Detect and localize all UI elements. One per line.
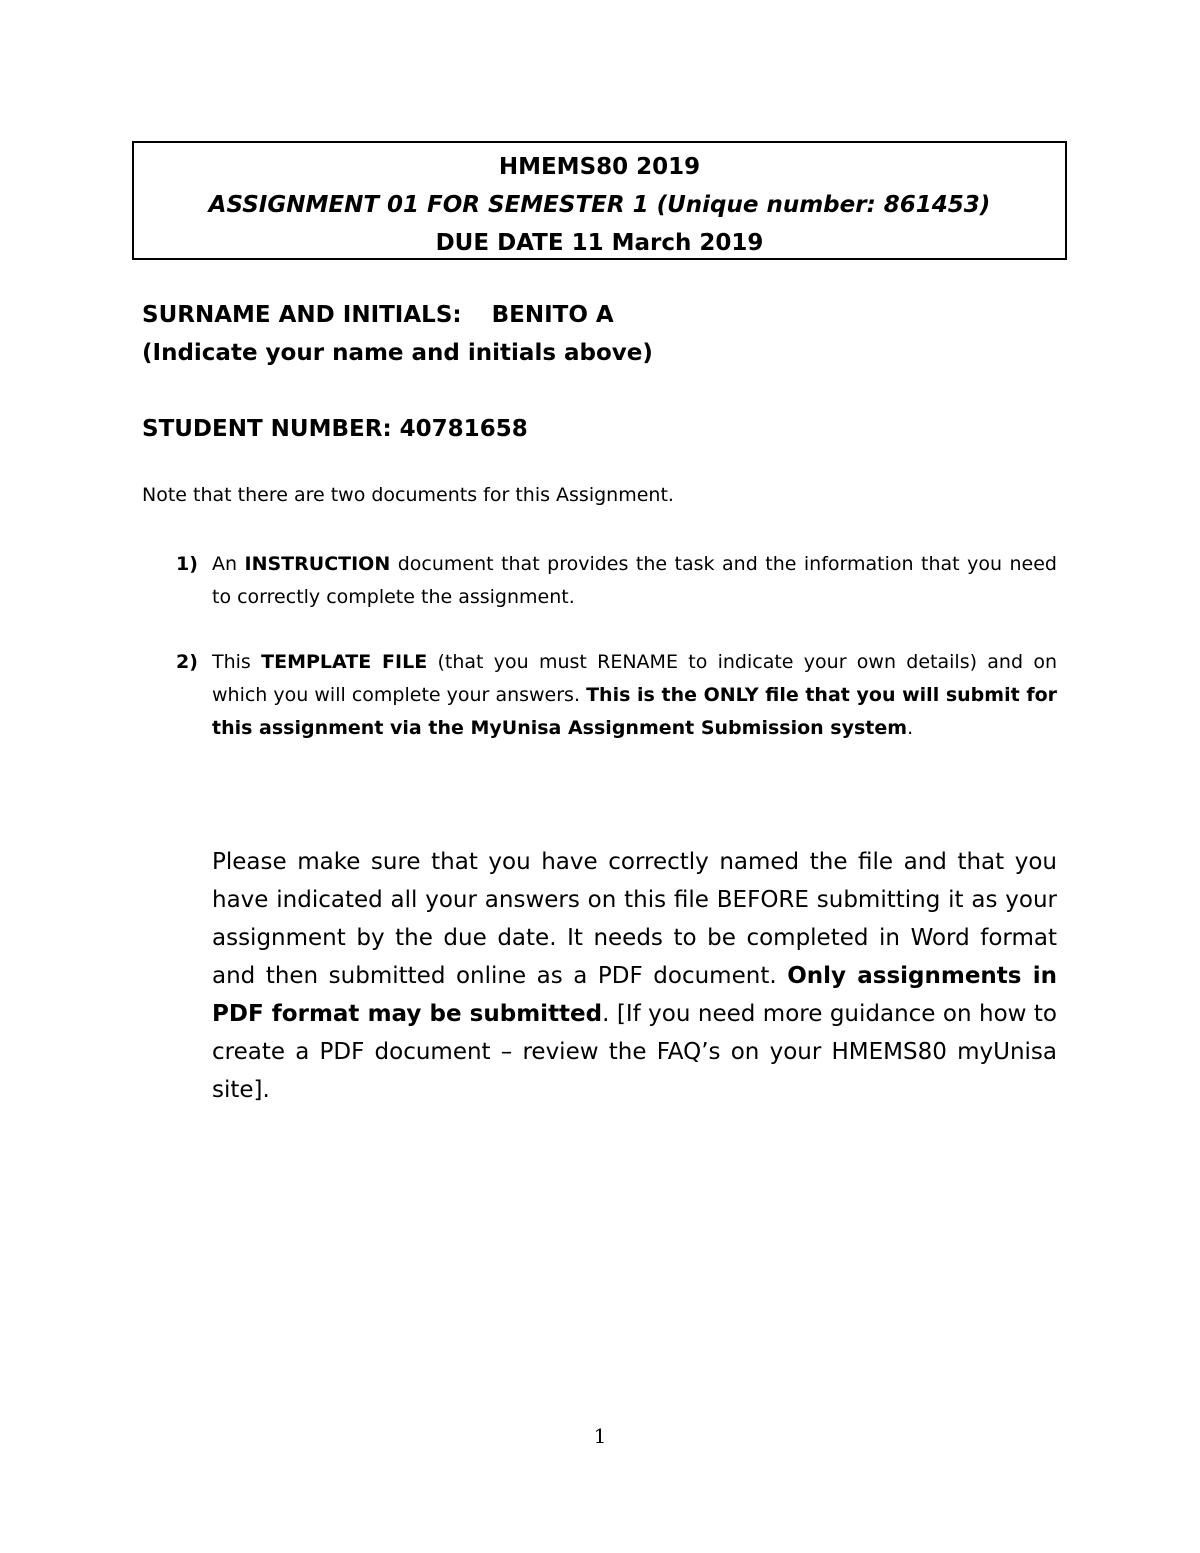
surname-value: BENITO A [491, 302, 614, 328]
item-text-bold-2: This is the ONLY file that you will submit for this assignment via the MyUnisa Assignment Submission system [212, 684, 1058, 739]
item-number: 1) [176, 553, 198, 575]
list-item [212, 548, 1057, 614]
assignment-title: ASSIGNMENT 01 FOR SEMESTER 1 (Unique number: 861453) [208, 192, 991, 218]
paragraph-text-1: Please make sure that you have correctly named the file and that you have indicated all your answers on this file BEFORE submitting it as your assignment by the due date. It needs to be completed in Word format and then submitted online as a PDF document. [212, 849, 1057, 989]
item-text-bold: INSTRUCTION [244, 553, 391, 575]
title-box [132, 141, 1067, 260]
student-number-label: STUDENT NUMBER: [142, 416, 392, 442]
item-text-post: document that provides the task and the information that you need to correctly complete the assignment. [212, 553, 1057, 608]
item-text-pre: An [212, 553, 245, 575]
item-text-pre: This [212, 651, 262, 673]
item-text-post: (that you must RENAME to indicate your own details) and on which you will complete your answers. [212, 651, 1057, 706]
student-number-field [142, 416, 528, 442]
paragraph-bold: Only assignments in PDF format may be submitted [212, 963, 1057, 1027]
instruction-paragraph [212, 843, 1057, 1109]
surname-field [142, 302, 614, 328]
paragraph-text-2: . [If you need more guidance on how to create a PDF document – review the FAQ’s on your HMEMS80 myUnisa site]. [212, 1001, 1057, 1103]
item-text-end: . [907, 717, 914, 739]
student-number-value: 40781658 [399, 416, 528, 442]
list-item [212, 646, 1057, 745]
surname-label: SURNAME AND INITIALS: [142, 302, 462, 328]
item-number: 2) [176, 651, 198, 673]
note-text: Note that there are two documents for this Assignment. [142, 484, 674, 506]
due-date: DUE DATE 11 March 2019 [435, 230, 764, 256]
surname-hint: (Indicate your name and initials above) [142, 340, 653, 366]
page-number: 1 [593, 1424, 607, 1448]
item-text-bold: TEMPLATE FILE [261, 651, 428, 673]
course-title: HMEMS80 2019 [498, 154, 701, 180]
